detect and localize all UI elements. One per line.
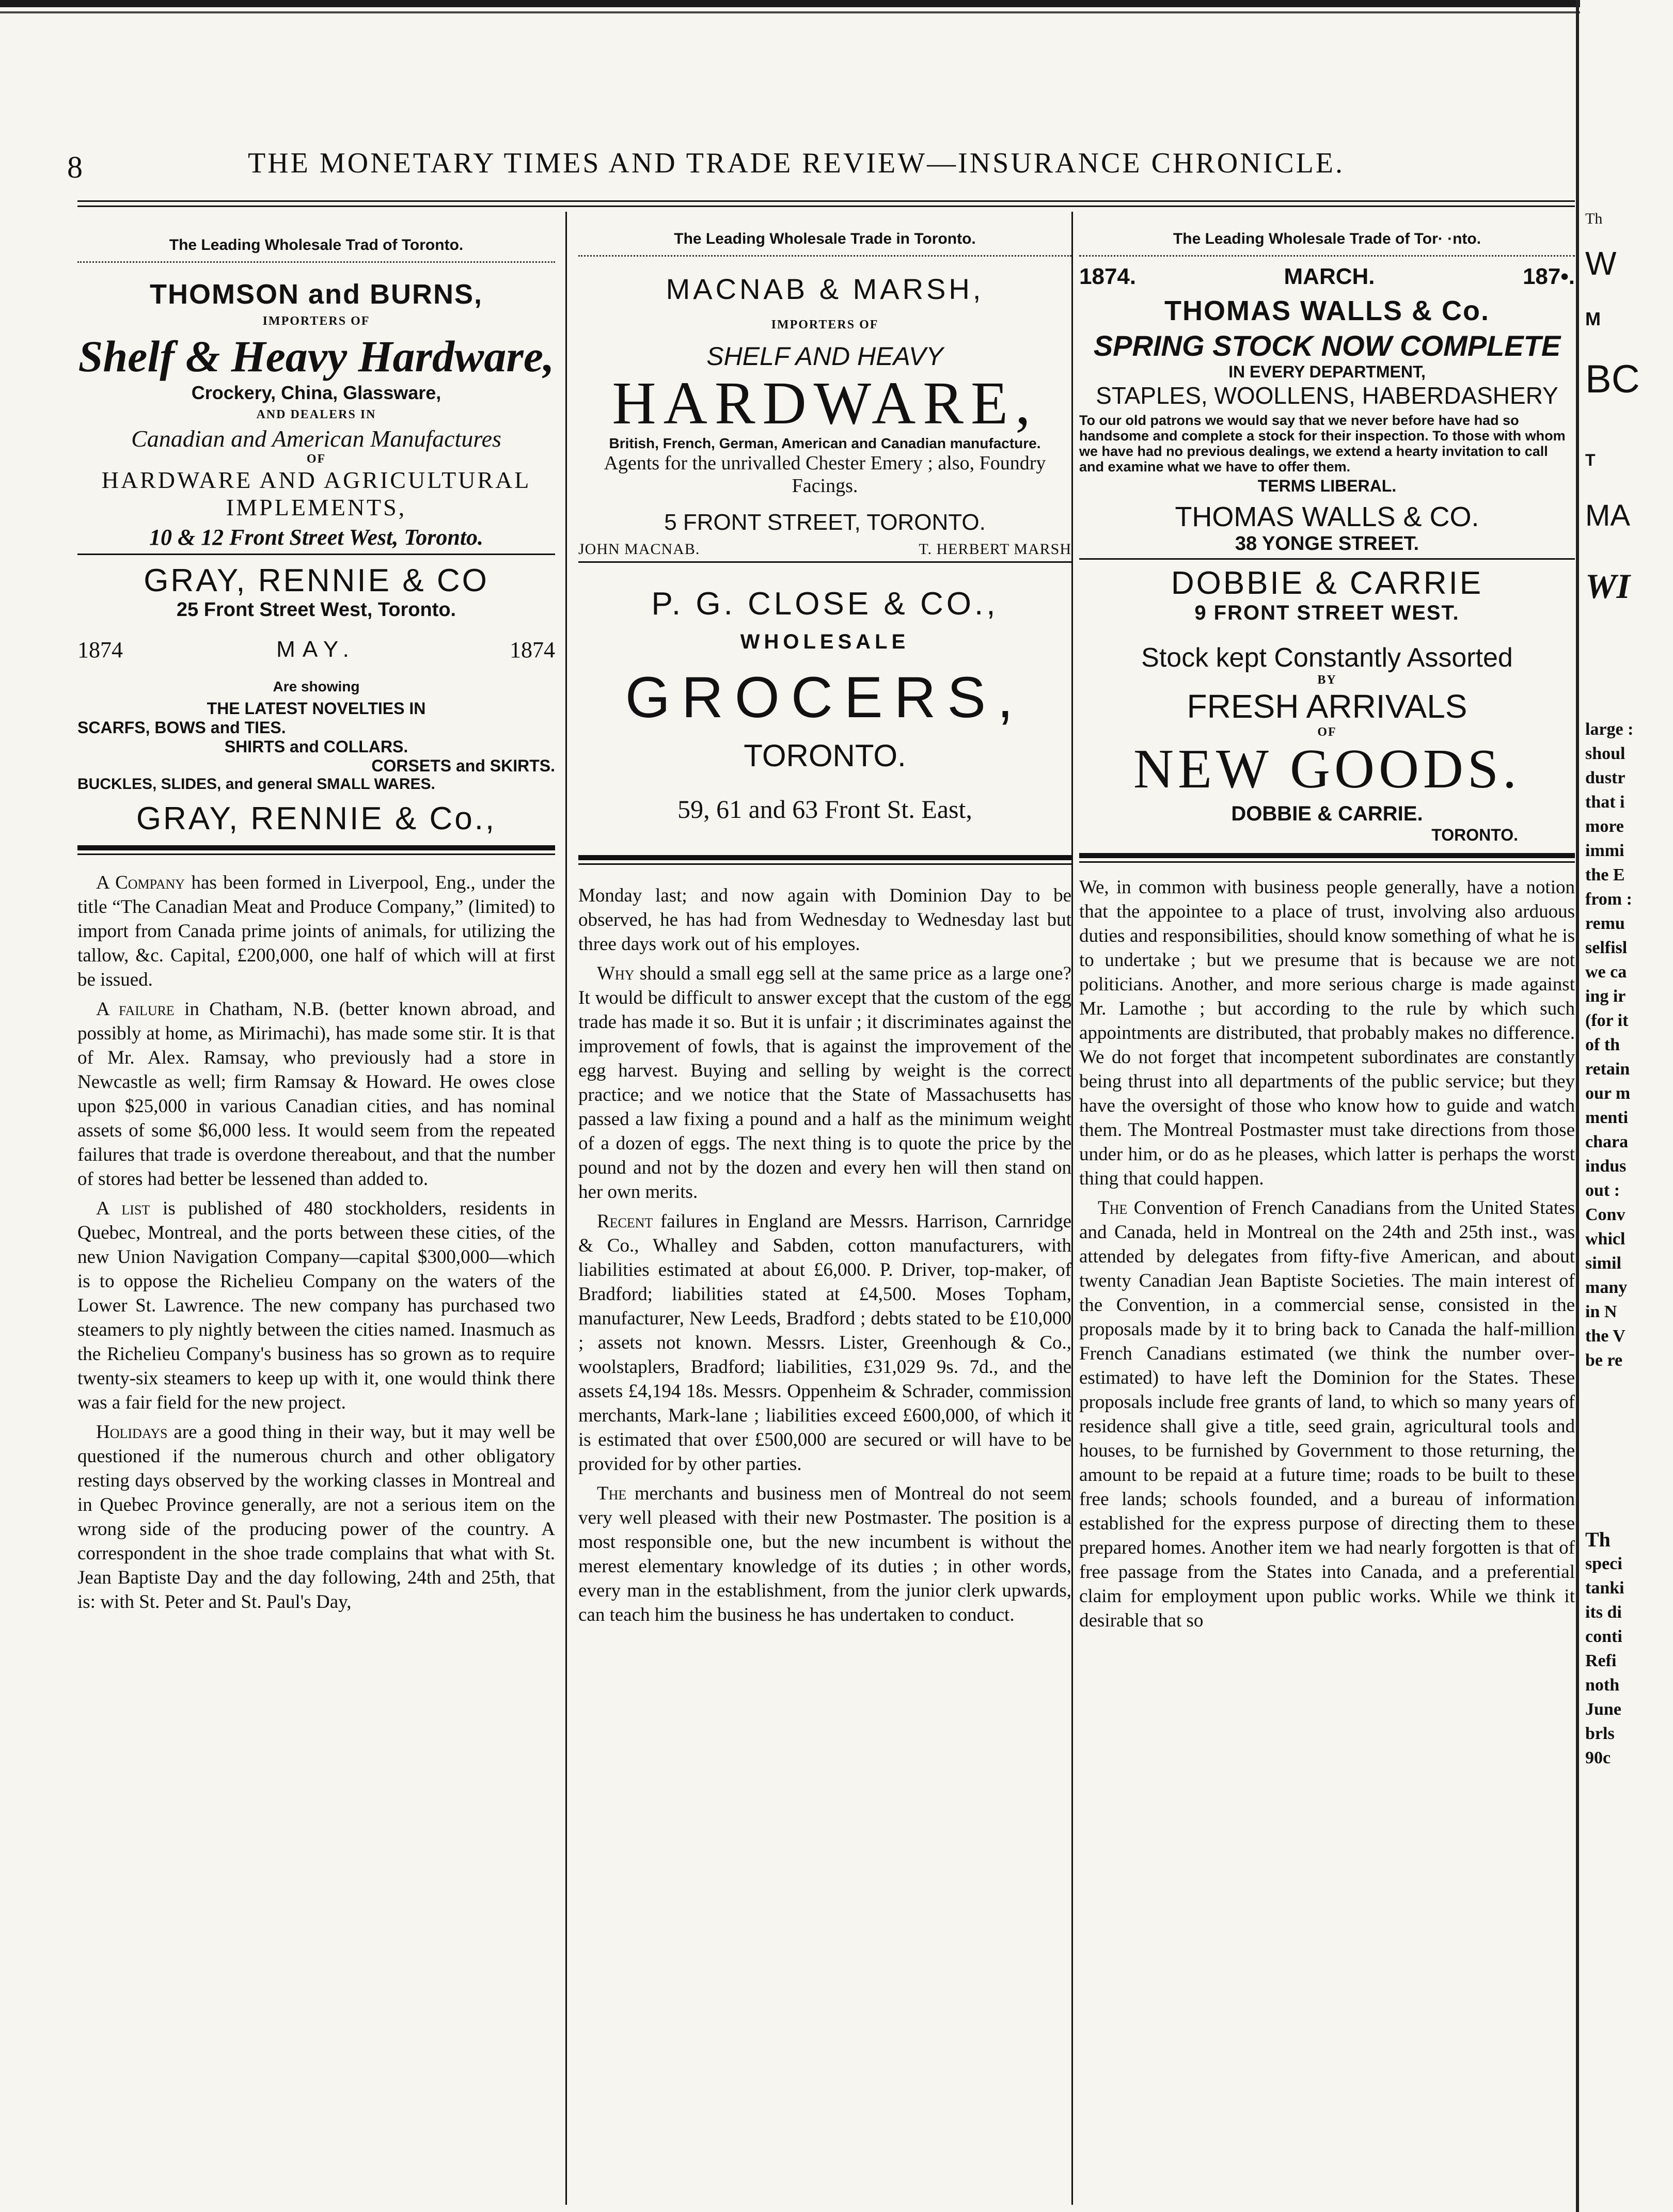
ad-dobbie-city: TORONTO. — [1431, 826, 1518, 844]
ad-gray-name: GRAY, RENNIE & CO — [144, 563, 489, 598]
col3-section-rule-2 — [1079, 861, 1575, 863]
ad-dobbie-carrie — [1079, 565, 1575, 845]
masthead-rule — [77, 200, 1575, 202]
ad-thomson-line4: IMPLEMENTS, — [226, 494, 407, 520]
fragment: more — [1585, 817, 1624, 836]
ad-dobbie-main: NEW GOODS. — [1133, 738, 1521, 800]
fragment: speci — [1585, 1554, 1622, 1573]
fragment: BC — [1585, 357, 1640, 401]
ad-dobbie-of: OF — [1317, 725, 1337, 739]
ad-walls-year-right: 187•. — [1522, 264, 1575, 289]
ad-gray-l5: BUCKLES, SLIDES, and general SMALL WARES. — [77, 776, 435, 793]
ad-walls-date-row — [1079, 264, 1575, 290]
col2-caption-rule — [578, 251, 1071, 257]
col1-articles — [77, 871, 555, 1614]
ad-dobbie-name: DOBBIE & CARRIE — [1171, 565, 1483, 601]
article: A Company has been formed in Liverpool, Eng., under the title “The Canadian Meat and Produce Company,” (limited) to import from Canada prime joints of animals, for utilizing the tallow, &c. Capital, £200,000, one half of which will at first be issued. — [77, 872, 556, 990]
ad-macnab-address: 5 FRONT STREET, TORONTO. — [664, 510, 986, 535]
ad-close-address: 59, 61 and 63 Front St. East, — [677, 795, 972, 824]
article: We, in common with business people generally, have a notion that the appointee to a place of trust, involving also arduous duties and responsibilities, should know something of what he is to undertake ; but we presume that is because we are not politicians. Another, and more serious charge is made against Mr. Lamothe ; but according to the rule by which such appointments are distributed, that probably makes no difference. We do not forget that incompetent subordinates are constantly being thrust into all departments of the public service; but they have the oversight of those who know how to guide and watch them. The Montreal Postmaster must take directions from those under him, or do as he pleases, which latter is perhaps the worst thing that could happen. — [1079, 877, 1575, 1189]
col3-ad-rule — [1079, 558, 1575, 560]
ad-walls-l1: SPRING STOCK NOW COMPLETE — [1093, 329, 1561, 362]
fragment: many — [1585, 1278, 1628, 1297]
fragment: retain — [1585, 1060, 1630, 1079]
article: Why should a small egg sell at the same price as a large one? It would be difficult to answer except that the custom of the egg trade has made it so. But it is unfair ; it discriminates against the improvement of fowls, that is against the improvement of the egg harvest. Buying and selling by weight is the correct practice; and we notice that the State of Massachusetts has passed a law fixing a pound and a half as the minimum weight of a dozen of eggs. The next thing is to quote the price by the pound and not by the dozen and every hen will then stand on her own merits. — [578, 963, 1071, 1203]
ad-macnab-importers: IMPORTERS OF — [771, 318, 879, 331]
ad-gray-l2: SCARFS, BOWS and TIES. — [77, 718, 286, 737]
fragment: we ca — [1585, 962, 1627, 982]
ad-macnab-l2: British, French, German, American and Canadian manufacture. — [609, 435, 1041, 451]
ad-walls-name: THOMAS WALLS & Co. — [1164, 295, 1490, 326]
ad-walls-terms: TERMS LIBERAL. — [1257, 477, 1397, 495]
col2-section-rule-2 — [578, 863, 1071, 865]
article: The Convention of French Canadians from the United States and Canada, held in Montreal on the 24th and 25th inst., was attended by delegates from fifty-five American, and about twenty Canadian Jean Baptiste Societies. The main interest of the Convention, in a commercial sense, consisted in the proposals made by it to bring back to Canada the half-million French Canadians estimated (we think the number over-estimated) to have left the Dominion for the States. These proposals include free grants of land, to which so many years of residence shall give a title, seed grain, agricultural tools and houses, to be furnished by Government to those returning, the amount to be repaid at a future time; roads to be built to these free lands; schools founded, and a bureau of information established for the express purpose of directing them to these prepared homes. Another item we had nearly forgotten is that of free passage from the States into Canada, and a preferential claim for employment upon public works. While we think it desirable that so — [1079, 1197, 1575, 1631]
ad-macnab-main: HARDWARE, — [612, 369, 1038, 437]
ad-gray-showing: Are showing — [273, 678, 360, 694]
fragment: large : — [1585, 720, 1634, 739]
fragment: MA — [1585, 499, 1630, 532]
ad-gray-year-left: 1874 — [77, 637, 123, 662]
ad-macnab-partner2: T. HERBERT MARSH — [919, 541, 1071, 558]
ad-macnab-partners — [578, 541, 1071, 558]
fragment: from : — [1585, 890, 1632, 909]
ad-thomas-walls — [1079, 264, 1575, 555]
ad-walls-l4: To our old patrons we would say that we never before have had so handsome and complete a stock for their inspection. To those with whom we have had no previous dealings, we extend a hearty invitation to call and examine what we have to offer them. — [1079, 413, 1566, 475]
ad-macnab-l1: SHELF AND HEAVY — [706, 342, 943, 371]
ad-thomson-of: OF — [306, 452, 326, 466]
fragment: our m — [1585, 1084, 1631, 1103]
ad-walls-address: 38 YONGE STREET. — [1235, 533, 1419, 555]
col1-caption: The Leading Wholesale Trad of Toronto. — [169, 236, 464, 254]
fragment: simil — [1585, 1254, 1621, 1273]
col1-caption-rule — [77, 257, 555, 263]
article: Monday last; and now again with Dominion Day to be observed, he has had from Wednesday to Wednesday last but three days work out of his employes. — [578, 885, 1071, 955]
ad-thomson-address: 10 & 12 Front Street West, Toronto. — [149, 525, 484, 550]
ad-dobbie-l1: Stock kept Constantly Assorted — [1141, 643, 1513, 673]
fragment: that i — [1585, 793, 1625, 812]
article: A failure in Chatham, N.B. (better known abroad, and possibly at home, as Mirimachi), has made some stir. It is that of Mr. Alex. Ramsay, who previously had a store in Newcastle as well; firm Ramsay & Howard. He owes close upon $25,000 in various Canadian cities, and has nominal assets of some $6,000 less. It would seem from the repeated failures that trade is overdone thereabout, and that the number of stores had better be lessened than added to. — [77, 999, 555, 1190]
ad-dobbie-by: BY — [1317, 673, 1337, 687]
fragment: W — [1585, 245, 1617, 282]
ad-gray-year-right: 1874 — [509, 637, 555, 662]
page-number: 8 — [67, 150, 83, 184]
ad-gray-l4: CORSETS and SKIRTS. — [371, 756, 555, 775]
fragment: menti — [1585, 1108, 1629, 1127]
ad-close-city: TORONTO. — [744, 738, 906, 773]
col2-ad-rule — [578, 561, 1071, 563]
ad-thomson-line1: Crockery, China, Glassware, — [191, 382, 441, 403]
ad-macnab-partner1: JOHN MACNAB. — [578, 541, 700, 558]
article: The merchants and business men of Montreal do not seem very well pleased with their new Postmaster. The position is a most responsible one, but the new incumbent is without the merest elementary knowledge of its duties ; in other words, every man in the establishment, from the junior clerk upwards, can teach him the business he has undertaken to conduct. — [578, 1483, 1071, 1625]
ad-gray-l1: THE LATEST NOVELTIES IN — [207, 699, 426, 718]
fragment: ing ir — [1585, 987, 1626, 1006]
ad-gray-month: MAY. — [276, 637, 356, 662]
fragment: of th — [1585, 1035, 1620, 1054]
ad-close-wholesale: WHOLESALE — [740, 630, 910, 653]
fragment: M — [1585, 308, 1601, 329]
column-2 — [578, 212, 1071, 1632]
masthead-rule-2 — [77, 206, 1575, 207]
col3-section-rule — [1079, 853, 1575, 858]
fragment: the E — [1585, 865, 1625, 884]
fragment: T — [1585, 451, 1596, 469]
fragment: remu — [1585, 914, 1625, 933]
ad-walls-month: MARCH. — [1284, 264, 1375, 289]
col3-caption-rule — [1079, 251, 1575, 257]
ad-dobbie-l2: FRESH ARRIVALS — [1187, 688, 1467, 725]
column-divider-1 — [565, 212, 567, 2205]
ad-close-name: P. G. CLOSE & CO., — [651, 586, 999, 622]
ad-thomson-dealers: AND DEALERS IN — [256, 408, 376, 421]
ad-thomson-burns — [77, 278, 555, 550]
fragment: its di — [1585, 1603, 1622, 1622]
col3-caption: The Leading Wholesale Trade of Tor· ·nto. — [1173, 230, 1481, 247]
col2-caption: The Leading Wholesale Trade in Toronto. — [674, 230, 976, 247]
fragment: indus — [1585, 1157, 1627, 1176]
ad-thomson-line2: Canadian and American Manufactures — [131, 425, 501, 452]
ad-thomson-importers: IMPORTERS OF — [262, 314, 370, 328]
fragment: whicl — [1585, 1229, 1625, 1249]
ad-thomson-name: THOMSON and BURNS, — [149, 279, 483, 310]
page-edge — [1576, 0, 1579, 2212]
fragment: tanki — [1585, 1578, 1624, 1598]
ad-macnab-l3: Agents for the unrivalled Chester Emery ; also, Foundry Facings. — [604, 452, 1046, 497]
top-border — [0, 0, 1580, 7]
next-page-fragments — [1585, 155, 1673, 2212]
article: A list is published of 480 stockholders, residents in Quebec, Montreal, and the ports between these cities, of the new Union Navigation Company—capital $300,000—which is to oppose the Richelieu Company on the waters of the Lower St. Lawrence. The new company has purchased two steamers to ply nightly between the cities named. Inasmuch as the Richelieu Company's business has so grown as to require twenty-six steamers to keep up with it, one would think there was a fair field for the new project. — [77, 1198, 555, 1413]
ad-dobbie-address: 9 FRONT STREET WEST. — [1194, 602, 1460, 624]
article: Holidays are a good thing in their way, but it may well be questioned if the numerous church and other obligatory resting days observed by the working classes in Montreal and in Quebec Province generally, are not a serious item on the wrong side of the producing power of the country. A correspondent in the shoe trade complains that what with St. Jean Baptiste Day and the day following, 24th and 25th, that is: with St. Peter and St. Paul's Day, — [77, 1421, 555, 1613]
col2-articles — [578, 883, 1071, 1627]
col1-section-rule — [77, 845, 555, 850]
fragment: the V — [1585, 1326, 1625, 1346]
fragment: noth — [1585, 1676, 1620, 1695]
ad-thomson-main: Shelf & Heavy Hardware, — [78, 331, 555, 381]
fragment: dustr — [1585, 768, 1625, 787]
fragment: Th — [1585, 1528, 1611, 1551]
ad-walls-l2: IN EVERY DEPARTMENT, — [1228, 362, 1426, 381]
ad-gray-rennie — [77, 562, 555, 837]
col3-articles — [1079, 875, 1575, 1633]
article: Recent failures in England are Messrs. Harrison, Carnridge & Co., Whalley and Sabden, cotton manufacturers, with liabilities estimated at about £6,000. P. Driver, top-maker, of Bradford; liabilities stated at £4,500. Moses Topham, manufacturer, New Leeds, Bradford ; debts stated to be £10,000 ; assets not known. Messrs. Lister, Greenhough & Co., woolstaplers, Bradford; liabilities, £31,029 9s. 7d., and the assets £4,194 18s. Messrs. Oppenheim & Schrader, commission merchants, Mark-lane ; liabilities exceed £600,000, of which it is estimated that over £500,000 are secured or will have to be provided for by other parties. — [578, 1211, 1071, 1475]
ad-close-co — [578, 586, 1071, 824]
fragment: (for it — [1585, 1011, 1629, 1030]
ad-gray-l3: SHIRTS and COLLARS. — [224, 737, 408, 756]
fragment: be re — [1585, 1351, 1623, 1370]
ad-walls-footer: THOMAS WALLS & CO. — [1175, 501, 1479, 532]
fragment: immi — [1585, 841, 1624, 860]
ad-walls-l3: STAPLES, WOOLLENS, HABERDASHERY — [1096, 382, 1558, 409]
fragment: 90c — [1585, 1748, 1611, 1767]
col1-section-rule-2 — [77, 854, 555, 855]
col2-section-rule — [578, 855, 1071, 860]
masthead-title: THE MONETARY TIMES AND TRADE REVIEW—INSURANCE CHRONICLE. — [248, 147, 1345, 179]
fragment: Th — [1585, 210, 1603, 227]
column-3 — [1079, 212, 1575, 1638]
ad-dobbie-footer: DOBBIE & CARRIE. — [1231, 802, 1423, 825]
fragment: Refi — [1585, 1651, 1617, 1670]
column-1 — [77, 212, 555, 1619]
ad-walls-year-left: 1874. — [1079, 264, 1137, 289]
fragment: out : — [1585, 1181, 1620, 1200]
fragment: Conv — [1585, 1205, 1625, 1224]
ad-gray-date-row — [77, 637, 555, 663]
ad-macnab-marsh — [578, 272, 1071, 558]
col1-ad-rule — [77, 554, 555, 555]
fragment: conti — [1585, 1627, 1622, 1646]
fragment: brls — [1585, 1724, 1615, 1743]
fragment: selfisl — [1585, 938, 1628, 957]
top-border-thin — [0, 11, 1580, 13]
column-divider-2 — [1071, 212, 1073, 2205]
fragment: chara — [1585, 1132, 1629, 1151]
ad-macnab-name: MACNAB & MARSH, — [666, 273, 984, 305]
ad-gray-address: 25 Front Street West, Toronto. — [176, 599, 456, 621]
ad-gray-footer: GRAY, RENNIE & Co., — [136, 801, 497, 836]
fragment: shoul — [1585, 744, 1625, 763]
fragment: WI — [1585, 566, 1630, 606]
fragment: in N — [1585, 1302, 1617, 1321]
fragment: June — [1585, 1700, 1621, 1719]
ad-close-main: GROCERS, — [625, 665, 1025, 730]
ad-thomson-line3: HARDWARE AND AGRICULTURAL — [101, 467, 531, 493]
